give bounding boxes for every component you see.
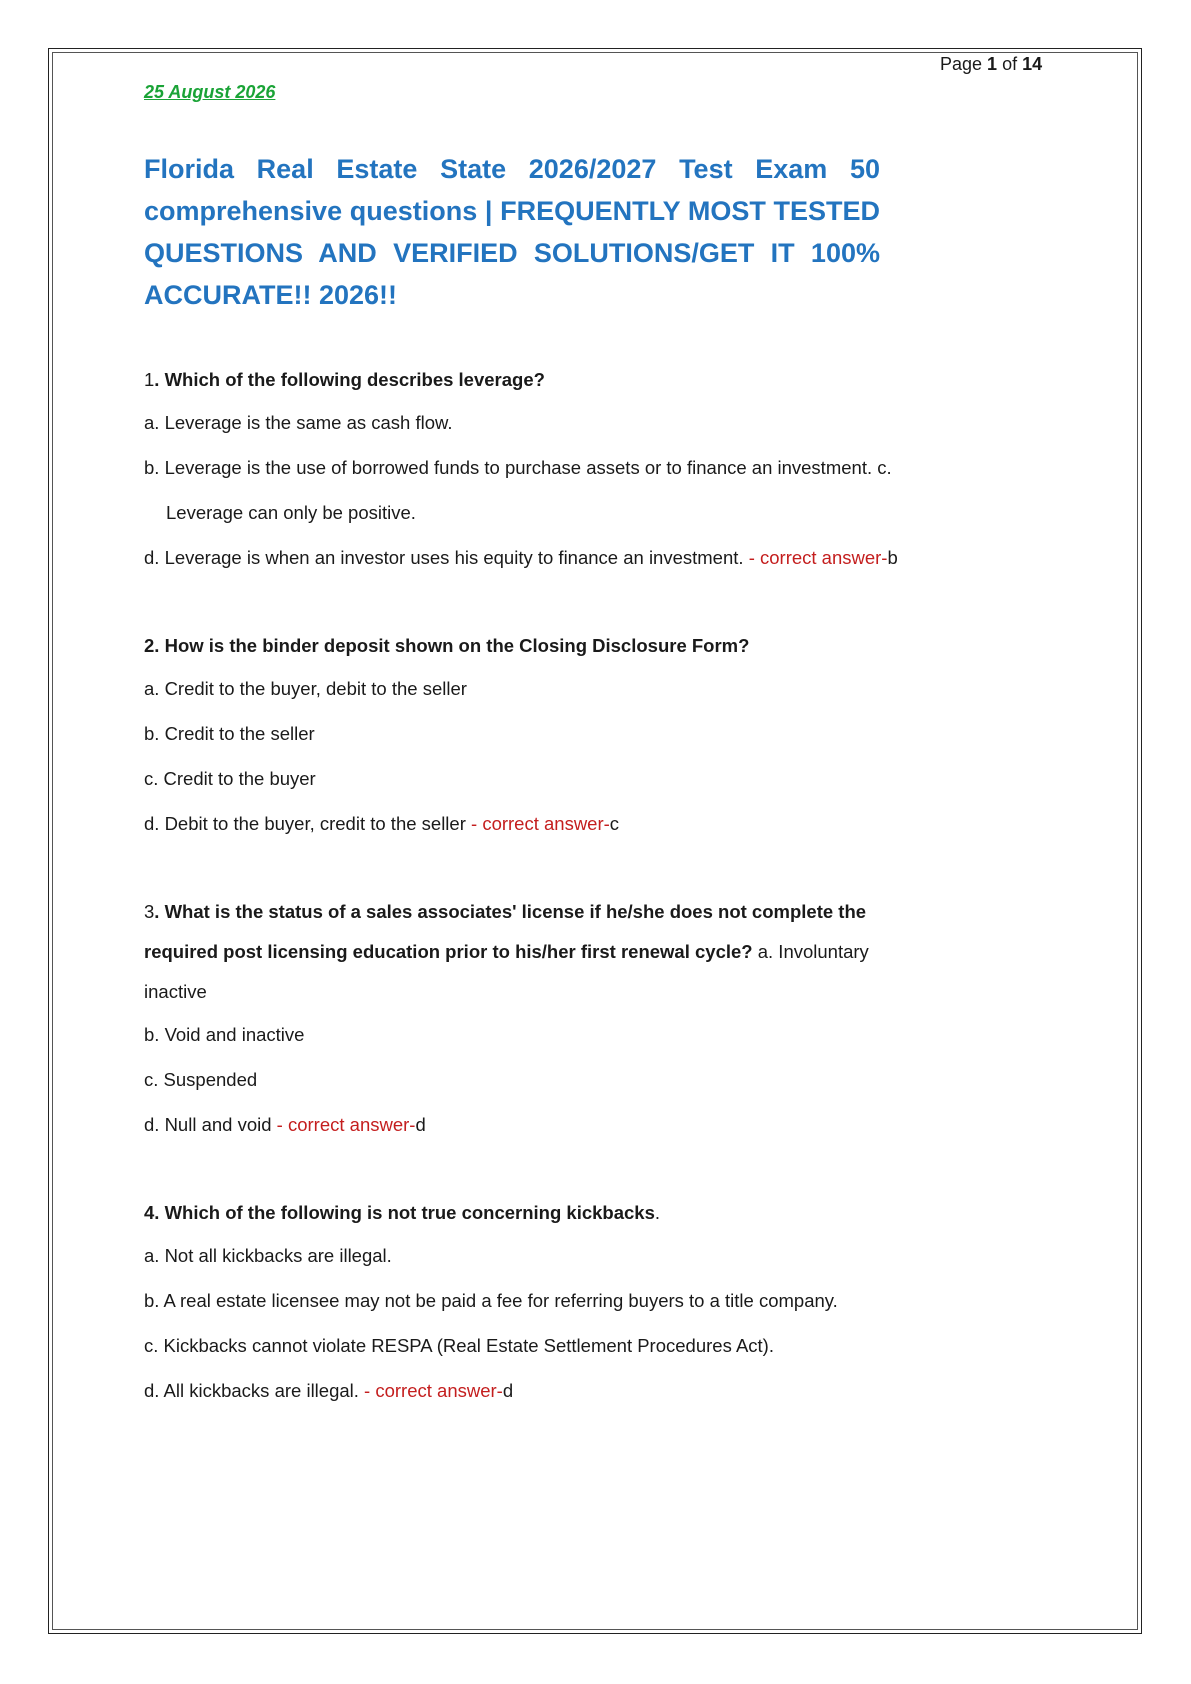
correct-answer-label: - correct answer- bbox=[364, 1380, 503, 1401]
option-b: b. Void and inactive bbox=[144, 1024, 305, 1045]
option-b: b. Credit to the seller bbox=[144, 723, 315, 744]
question-1 bbox=[144, 360, 1004, 580]
correct-answer-label: - correct answer- bbox=[748, 547, 888, 568]
page-number: Page 1 of 14 bbox=[940, 54, 1043, 74]
correct-answer-label: - correct answer- bbox=[471, 813, 610, 834]
option-a: a. Not all kickbacks are illegal. bbox=[144, 1245, 392, 1266]
option-b: b. Leverage is the use of borrowed funds to purchase assets or to finance an investment. c. bbox=[144, 457, 892, 478]
option-a: a. Leverage is the same as cash flow. bbox=[144, 412, 453, 433]
correct-answer-letter: d bbox=[415, 1114, 426, 1135]
question-text-line1: 3. What is the status of a sales associates' license if he/she does not complete the bbox=[144, 901, 867, 922]
correct-answer-letter: b bbox=[887, 547, 898, 568]
question-3 bbox=[144, 892, 1004, 1147]
question-text: 2. How is the binder deposit shown on the Closing Disclosure Form? bbox=[144, 635, 750, 656]
option-d: d. Leverage is when an investor uses his equity to finance an investment. - correct answer-b bbox=[144, 547, 898, 568]
question-2 bbox=[144, 626, 1004, 846]
option-d: d. All kickbacks are illegal. - correct answer-d bbox=[144, 1380, 514, 1401]
correct-answer-letter: d bbox=[502, 1380, 514, 1401]
option-a-continued: inactive bbox=[144, 981, 207, 1002]
option-b: b. A real estate licensee may not be paid a fee for referring buyers to a title company. bbox=[144, 1290, 838, 1311]
question-text: 4. Which of the following is not true concerning kickbacks. bbox=[144, 1202, 661, 1223]
correct-answer-letter: c bbox=[609, 813, 620, 834]
document-title: Florida Real Estate State 2026/2027 Test Exam 50 comprehensive questions | FREQUENTLY MOST TESTED QUESTIONS AND VERIFIED SOLUTIONS/GET IT 100% ACCURATE!! 2026!! bbox=[144, 154, 880, 310]
question-list bbox=[144, 360, 1004, 1459]
option-c: c. Kickbacks cannot violate RESPA (Real Estate Settlement Procedures Act). bbox=[144, 1335, 774, 1356]
option-c: Leverage can only be positive. bbox=[166, 502, 416, 523]
correct-answer-label: - correct answer- bbox=[276, 1114, 416, 1135]
option-a: a. Credit to the buyer, debit to the seller bbox=[144, 678, 467, 699]
question-text: 1. Which of the following describes leverage? bbox=[144, 369, 545, 390]
option-c: c. Credit to the buyer bbox=[144, 768, 316, 789]
option-d: d. Debit to the buyer, credit to the seller - correct answer-c bbox=[144, 813, 620, 834]
option-c: c. Suspended bbox=[144, 1069, 258, 1090]
option-d: d. Null and void - correct answer-d bbox=[144, 1114, 426, 1135]
document-date: 25 August 2026 bbox=[144, 82, 276, 102]
question-4 bbox=[144, 1193, 1004, 1413]
question-text-line2: required post licensing education prior to his/her first renewal cycle? a. Involuntary bbox=[144, 941, 869, 962]
option-a: a. Involuntary bbox=[752, 941, 869, 962]
